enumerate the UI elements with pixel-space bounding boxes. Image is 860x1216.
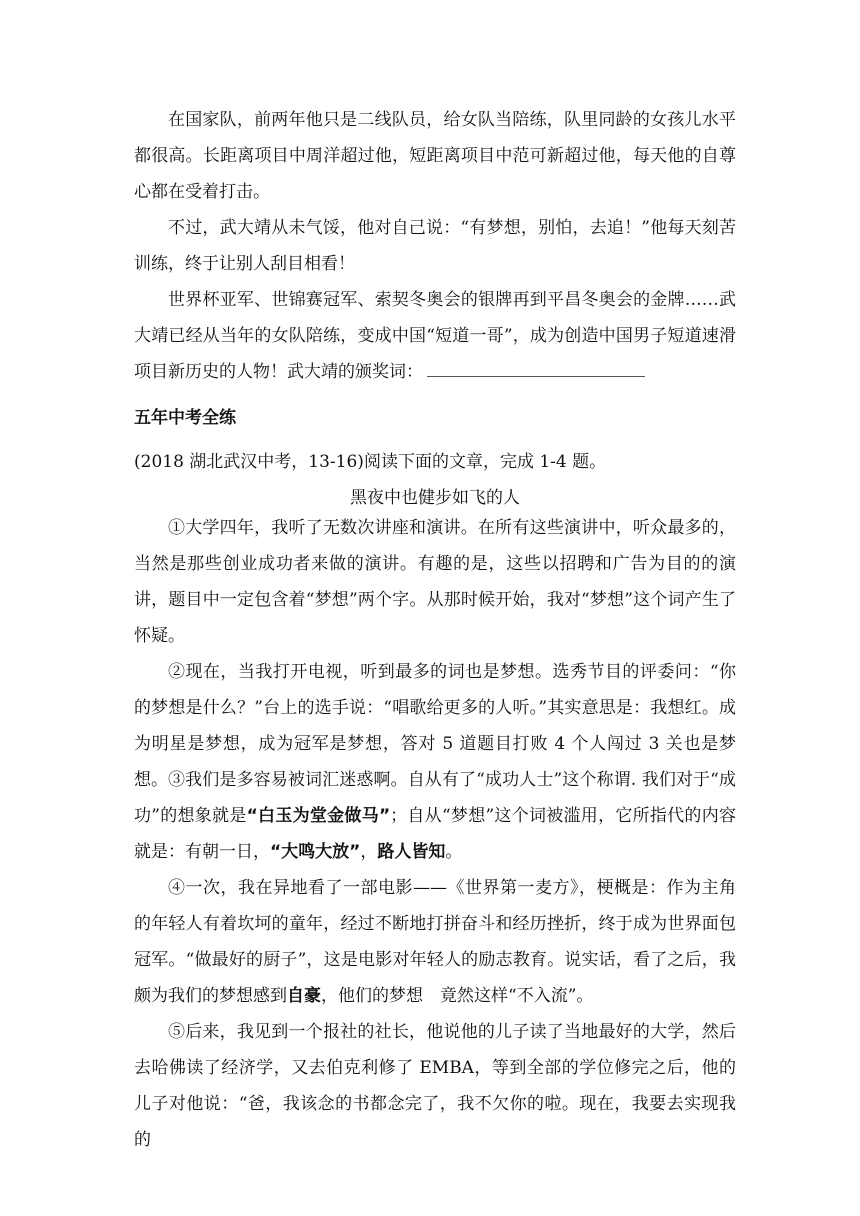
story-paragraph-3-text: 世界杯亚军、世锦赛冠军、索契冬奥会的银牌再到平昌冬奥会的金牌……武大靖已经从当年的女队陪练，变成中国“短道一哥”，成为创造中国男子短道速滑项目新历史的人物！武大靖的颁奖词： <box>134 290 736 382</box>
emphasis-phrase-1: “白玉为堂金做马” <box>246 806 391 826</box>
article-paragraph-2: ②现在，当我打开电视，听到最多的词也是梦想。选秀节目的评委问：“你的梦想是什么？”台上的选手说：“唱歌给更多的人听。”其实意思是：我想红。成为明星是梦想，成为冠军是梦想，答对 5 道题目打败 4 个人闯过 3 关也是梦想。 <box>134 662 736 790</box>
article-paragraph-5: ⑤后来，我见到一个报社的社长，他说他的儿子读了当地最好的大学，然后去哈佛读了经济学，又去伯克利修了 EMBA，等到全部的学位修完之后，他的儿子对他说：“爸，我该念的书都念完了，我不欠你的啦。现在，我要去实现我的 <box>134 1022 736 1150</box>
article-paragraph-3-part-e: ， <box>360 842 378 862</box>
article-paragraph-4 <box>134 870 736 1014</box>
article-title: 黑夜中也健步如飞的人 <box>350 488 520 508</box>
story-paragraph-3 <box>134 282 736 390</box>
emphasis-phrase-2: “大鸣大放” <box>270 842 361 862</box>
article-paragraph-3 <box>134 762 736 870</box>
story-paragraph-1: 在国家队，前两年他只是二线队员，给女队当陪练，队里同龄的女孩儿水平都很高。长距离项目中周洋超过他，短距离项目中范可新超过他，每天他的自尊心都在受着打击。 <box>134 110 736 202</box>
article-paragraph-1: ①大学四年，我听了无数次讲座和演讲。在所有这些演讲中，听众最多的，当然是那些创业成功者来做的演讲。有趣的是，这些以招聘和广告为目的的演讲，题目中一定包含着“梦想”两个字。从那时候开始，我对“梦想”这个词产生了怀疑。 <box>134 518 736 646</box>
story-paragraph-2: 不过，武大靖从未气馁，他对自己说：“有梦想，别怕，去追！”他每天刻苦训练，终于让别人刮目相看！ <box>134 218 736 274</box>
article-paragraph-3-part-c: ；自从“梦想”这个词被滥用，它所指代的内容就是：有朝一日， <box>134 806 736 862</box>
emphasis-phrase-3: 路人皆知 <box>377 842 446 862</box>
section-title: 五年中考全练 <box>134 408 236 428</box>
answer-blank[interactable] <box>427 354 645 377</box>
emphasis-word: 自豪 <box>287 986 321 1006</box>
article-paragraph-4-part-a: ④一次，我在异地看了一部电影——《世界第一麦方》，梗概是：作为主角的年轻人有着坎坷的童年，经过不断地打拼奋斗和经历挫折，终于成为世界面包冠军。“做最好的厨子”，这是电影对年轻人的励志教育。说实话，看了之后，我颇为我们的梦想感到 <box>134 878 736 1006</box>
question-source: (2018 湖北武汉中考，13-16)阅读下面的文章，完成 1-4 题。 <box>134 452 607 472</box>
article-paragraph-3-part-g: 。 <box>445 842 463 862</box>
article-paragraph-3-part-a: ③我们是多容易被词汇迷惑啊。自从有了“成功人士”这个称谓. 我们对于“成功”的想象就是 <box>134 770 736 826</box>
article-paragraph-4-part-c: ，他们的梦想 竟然这样“不入流”。 <box>321 986 594 1006</box>
